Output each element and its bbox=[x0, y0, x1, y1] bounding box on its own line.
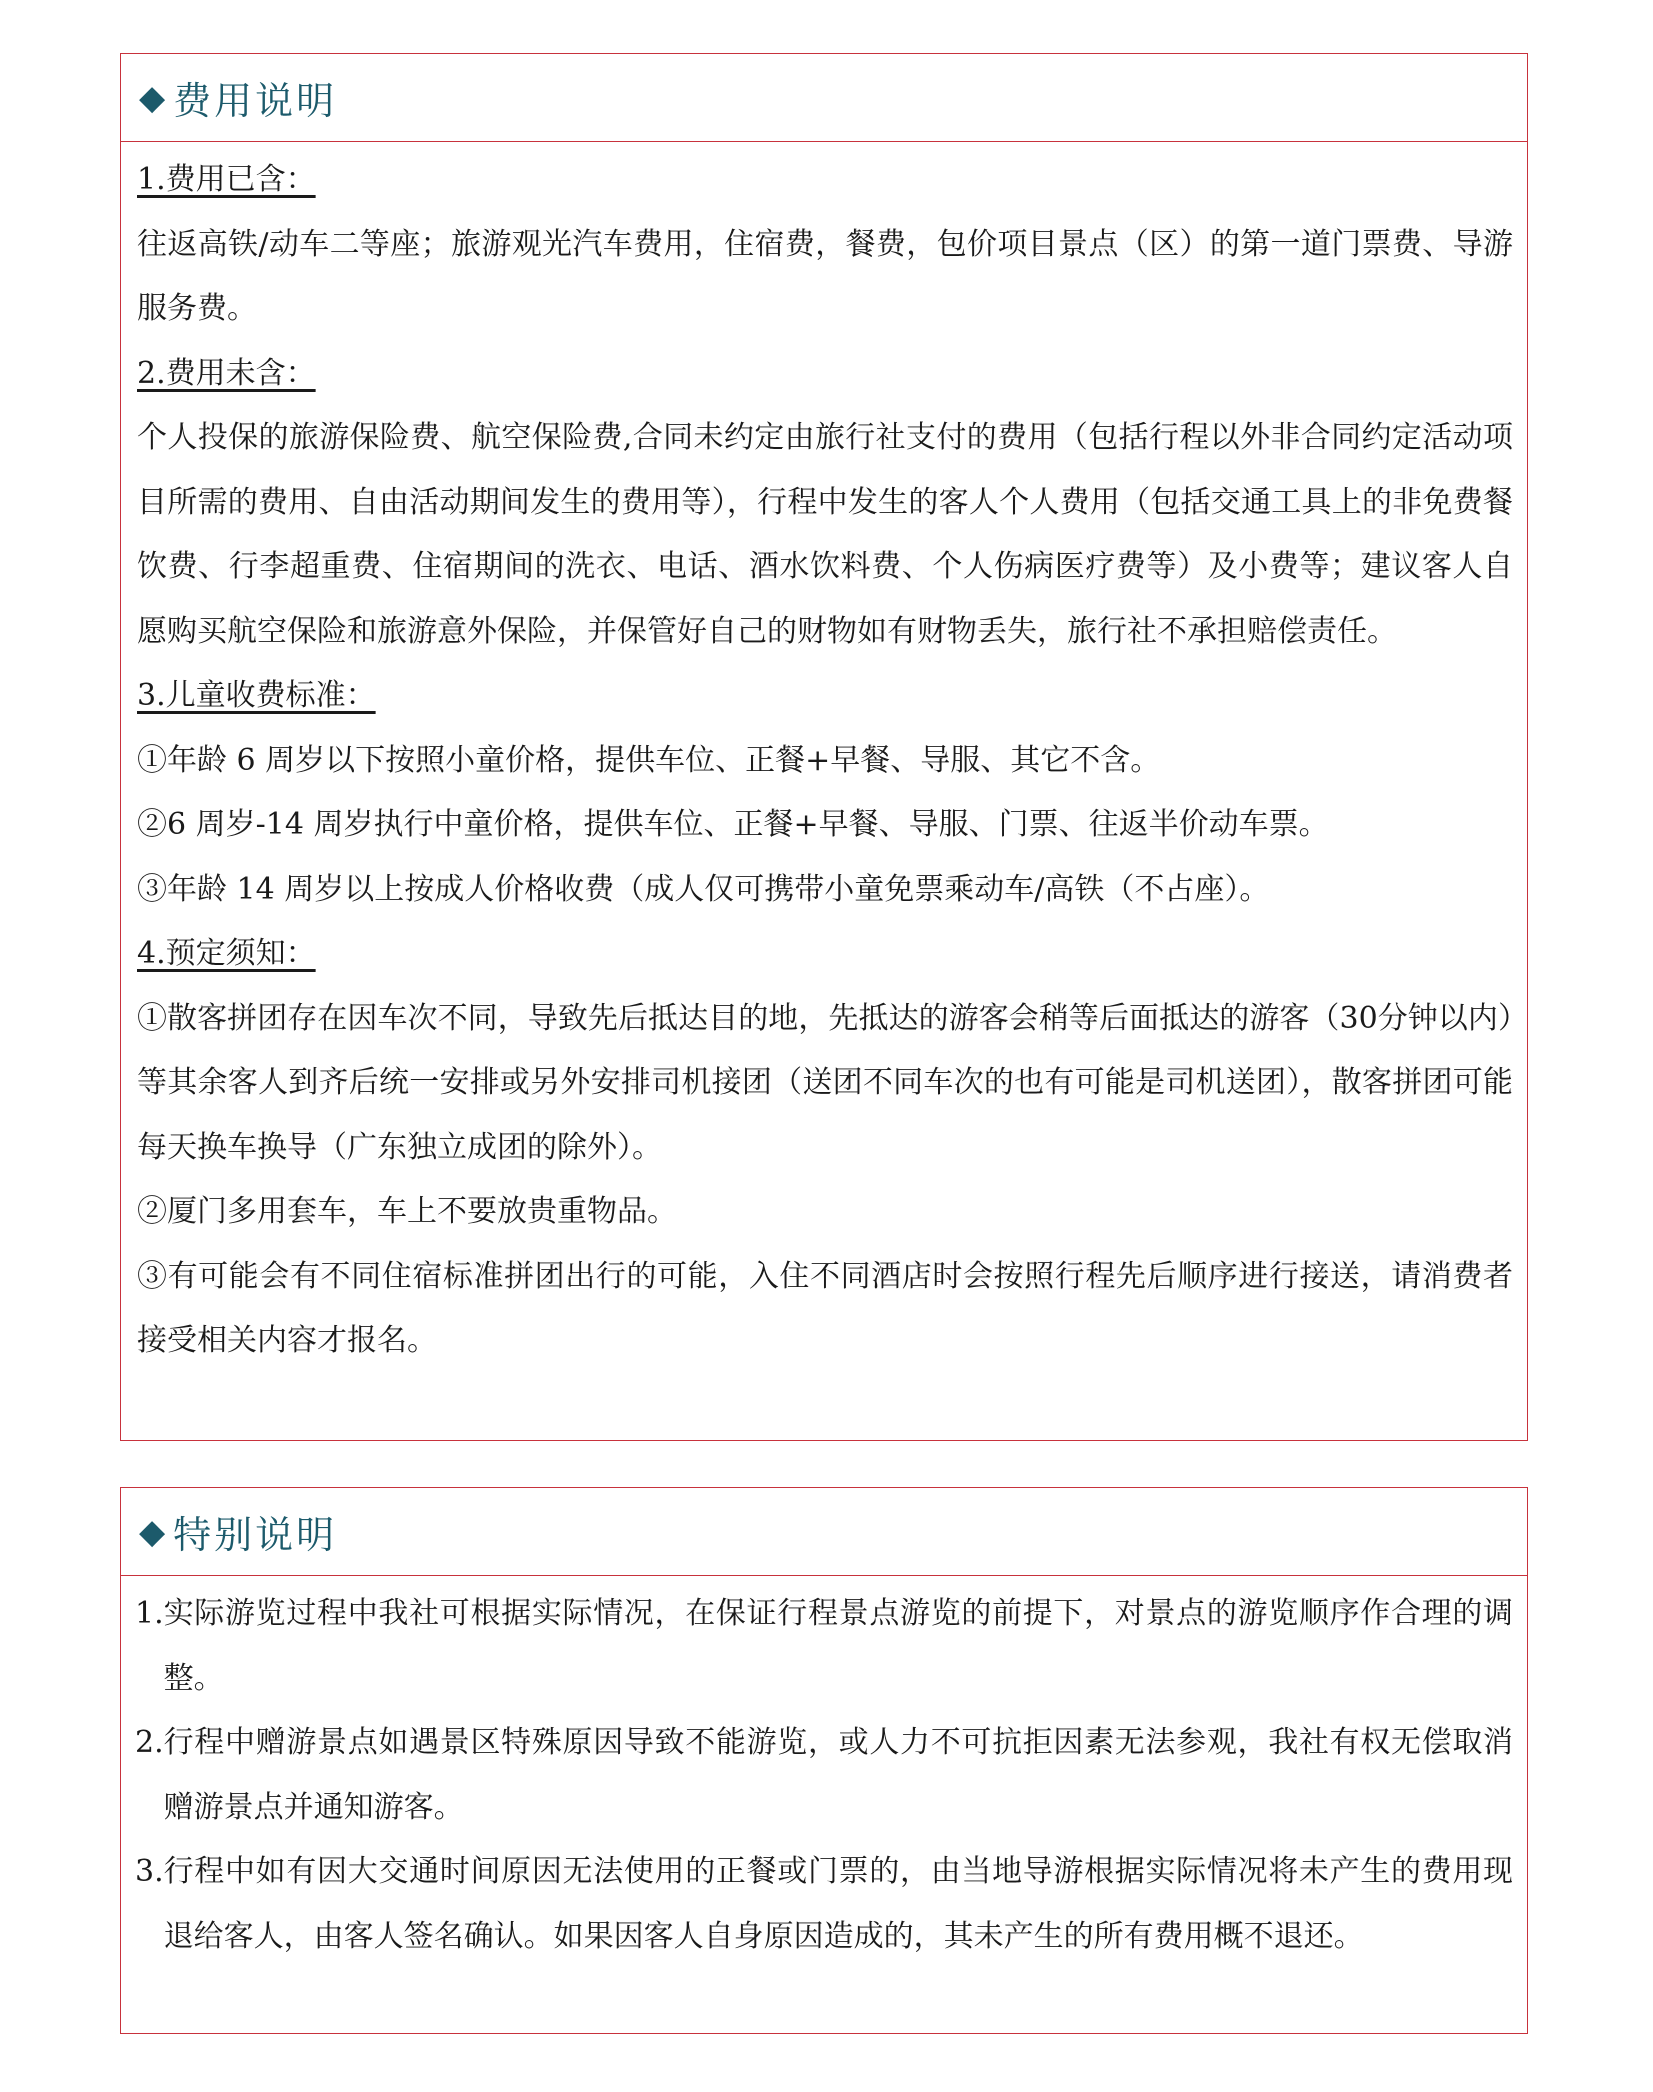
child-item: ②6 周岁-14 周岁执行中童价格，提供车位、正餐+早餐、导服、门票、往返半价动车票。 bbox=[137, 807, 1329, 842]
fee-section-title: 费用说明 bbox=[173, 79, 338, 123]
fee-section-content bbox=[121, 142, 1527, 1374]
diamond-icon: ◆ bbox=[139, 77, 166, 118]
fee-section-header bbox=[121, 54, 1527, 142]
special-item-number: 1. bbox=[135, 1596, 164, 1631]
special-item bbox=[135, 1840, 1513, 1969]
special-item-text: 行程中如有因大交通时间原因无法使用的正餐或门票的，由当地导游根据实际情况将未产生的费用现退给客人，由客人签名确认。如果因客人自身原因造成的，其未产生的所有费用概不退还。 bbox=[163, 1854, 1513, 1954]
special-item-text: 实际游览过程中我社可根据实际情况，在保证行程景点游览的前提下，对景点的游览顺序作合理的调整。 bbox=[163, 1596, 1513, 1696]
special-item-number: 3. bbox=[135, 1854, 164, 1889]
special-section-title: 特别说明 bbox=[173, 1513, 338, 1557]
diamond-icon: ◆ bbox=[139, 1511, 166, 1552]
booking-item: ②厦门多用套车，车上不要放贵重物品。 bbox=[137, 1194, 677, 1229]
booking-item: ①散客拼团存在因车次不同，导致先后抵达目的地，先抵达的游客会稍等后面抵达的游客（30分钟以内）等其余客人到齐后统一安排或另外安排司机接团（送团不同车次的也有可能是司机送团），散客拼团可能每天换车换导（广东独立成团的除外）。 bbox=[137, 1000, 1513, 1165]
included-heading: 1.费用已含： bbox=[137, 162, 316, 197]
excluded-heading: 2.费用未含： bbox=[137, 355, 316, 391]
special-item bbox=[135, 1582, 1513, 1711]
child-item: ①年龄 6 周岁以下按照小童价格，提供车位、正餐+早餐、导服、其它不含。 bbox=[137, 742, 1161, 778]
child-heading: 3.儿童收费标准： bbox=[137, 678, 376, 713]
booking-item: ③有可能会有不同住宿标准拼团出行的可能，入住不同酒店时会按照行程先后顺序进行接送，请消费者接受相关内容才报名。 bbox=[137, 1258, 1513, 1358]
special-section bbox=[120, 1487, 1528, 2034]
special-section-content bbox=[121, 1576, 1527, 1969]
special-section-header bbox=[121, 1488, 1527, 1576]
special-item-text: 行程中赠游景点如遇景区特殊原因导致不能游览，或人力不可抗拒因素无法参观，我社有权无偿取消赠游景点并通知游客。 bbox=[163, 1725, 1513, 1825]
fee-section bbox=[120, 53, 1528, 1441]
included-text: 往返高铁/动车二等座；旅游观光汽车费用，住宿费，餐费，包价项目景点（区）的第一道门票费、导游服务费。 bbox=[137, 226, 1513, 326]
excluded-text: 个人投保的旅游保险费、航空保险费,合同未约定由旅行社支付的费用（包括行程以外非合同约定活动项目所需的费用、自由活动期间发生的费用等），行程中发生的客人个人费用（包括交通工具上的非免费餐饮费、行李超重费、住宿期间的洗衣、电话、酒水饮料费、个人伤病医疗费等）及小费等；建议客人自愿购买航空保险和旅游意外保险，并保管好自己的财物如有财物丢失，旅行社不承担赔偿责任。 bbox=[137, 420, 1513, 649]
child-item: ③年龄 14 周岁以上按成人价格收费（成人仅可携带小童免票乘动车/高铁（不占座）。 bbox=[137, 871, 1270, 907]
special-item-number: 2. bbox=[135, 1725, 164, 1760]
special-item bbox=[135, 1711, 1513, 1840]
booking-heading: 4.预定须知： bbox=[137, 936, 316, 971]
